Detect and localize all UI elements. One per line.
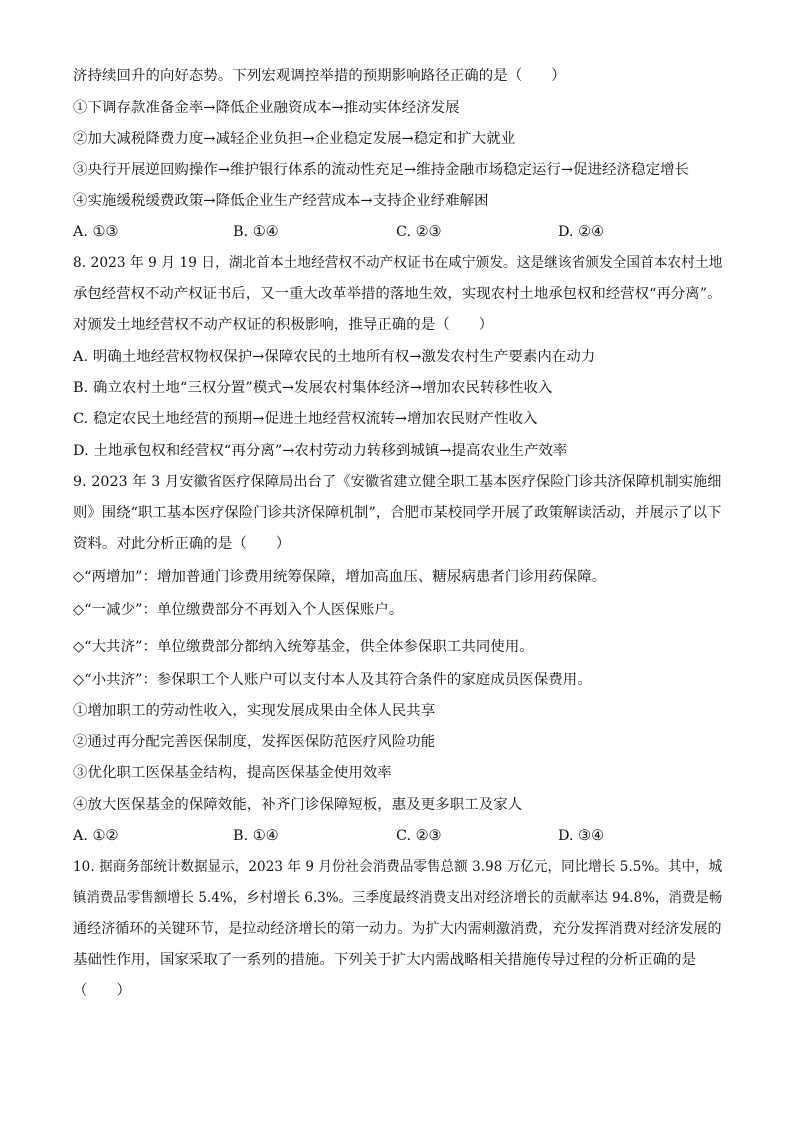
q8-option-b[interactable]: B. 确立农村土地“三权分置”模式→发展农村集体经济→增加农民转移性收入 xyxy=(73,380,553,396)
q7-item-3: ③央行开展逆回购操作→维护银行体系的流动性充足→维持金融市场稳定运行→促进经济稳定增长 xyxy=(73,162,690,178)
q9-material-3: ◇“大共济”：单位缴费部分都纳入统筹基金，供全体参保职工共同使用。 xyxy=(73,639,534,655)
q10-stem-line-4: 基础性作用，国家采取了一系列的措施。下列关于扩大内需战略相关措施传导过程的分析正确的是 xyxy=(73,952,697,968)
q10-answer-blank: （ ） xyxy=(73,983,131,999)
q7-option-b[interactable]: B. ①④ xyxy=(233,224,279,240)
q9-option-b[interactable]: B. ①④ xyxy=(233,828,279,844)
q8-option-d[interactable]: D. 土地承包权和经营权“再分离”→农村劳动力转移到城镇→提高农业生产效率 xyxy=(73,443,568,459)
q7-option-c[interactable]: C. ②③ xyxy=(396,224,442,240)
q9-stem-line-3: 资料。对此分析正确的是（ ） xyxy=(73,536,291,552)
q8-option-a[interactable]: A. 明确土地经营权物权保护→保障农民的土地所有权→激发农村生产要素内在动力 xyxy=(73,349,596,365)
q8-option-c[interactable]: C. 稳定农民土地经营的预期→促进土地经营权流转→增加农民财产性收入 xyxy=(73,411,538,427)
q9-option-d[interactable]: D. ③④ xyxy=(558,828,604,844)
q10-stem-line-3: 通经济循环的关键环节，是拉动经济增长的第一动力。为扩大内需刺激消费，充分发挥消费对经济发展的 xyxy=(73,921,722,937)
q10-stem-line-1: 10. 据商务部统计数据显示，2023 年 9 月份社会消费品零售总额 3.98 万亿元，同比增长 5.5%。其中，城 xyxy=(73,859,723,875)
q7-item-2: ②加大减税降费力度→减轻企业负担→企业稳定发展→稳定和扩大就业 xyxy=(73,131,516,147)
q9-material-2: ◇“一减少”：单位缴费部分不再划入个人医保账户。 xyxy=(73,602,404,618)
q10-stem-line-2: 镇消费品零售额增长 5.4%，乡村增长 6.3%。三季度最终消费支出对经济增长的贡献率达 94.8%，消费是畅 xyxy=(73,890,723,906)
q8-stem-line-1: 8. 2023 年 9 月 19 日，湖北首本土地经营权不动产权证书在咸宁颁发。这是继该省颁发全国首本农村土地 xyxy=(73,255,723,271)
q7-item-4: ④实施缓税缓费政策→降低企业生产经营成本→支持企业纾难解困 xyxy=(73,193,489,209)
q7-stem-tail: 济持续回升的向好态势。下列宏观调控举措的预期影响路径正确的是（ ） xyxy=(73,68,566,84)
q7-item-1: ①下调存款准备金率→降低企业融资成本→推动实体经济发展 xyxy=(73,100,460,116)
q9-item-2: ②通过再分配完善医保制度，发挥医保防范医疗风险功能 xyxy=(73,734,436,750)
q9-item-4: ④放大医保基金的保障效能，补齐门诊保障短板，惠及更多职工及家人 xyxy=(73,797,523,813)
q7-option-d[interactable]: D. ②④ xyxy=(558,224,604,240)
q9-item-3: ③优化职工医保基金结构，提高医保基金使用效率 xyxy=(73,765,392,781)
q8-stem-line-2: 承包经营权不动产权证书后，又一重大改革举措的落地生效，实现农村土地承包权和经营权“再分离”。 xyxy=(73,286,722,302)
q9-stem-line-1: 9. 2023 年 3 月安徽省医疗保障局出台了《安徽省建立健全职工基本医疗保险门诊共济保障机制实施细 xyxy=(73,474,722,490)
q8-stem-line-3: 对颁发土地经营权不动产权证的积极影响，推导正确的是（ ） xyxy=(73,317,494,333)
q9-material-4: ◇“小共济”：参保职工个人账户可以支付本人及其符合条件的家庭成员医保费用。 xyxy=(73,672,592,688)
q7-option-a[interactable]: A. ①③ xyxy=(73,224,119,240)
q9-material-1: ◇“两增加”：增加普通门诊费用统筹保障，增加高血压、糖尿病患者门诊用药保障。 xyxy=(73,569,607,585)
q9-stem-line-2: 则》围绕“职工基本医疗保险门诊共济保障机制”，合肥市某校同学开展了政策解读活动，并展示了以下 xyxy=(73,505,722,521)
q9-item-1: ①增加职工的劳动性收入，实现发展成果由全体人民共享 xyxy=(73,703,436,719)
q9-option-a[interactable]: A. ①② xyxy=(73,828,119,844)
q9-option-c[interactable]: C. ②③ xyxy=(396,828,442,844)
